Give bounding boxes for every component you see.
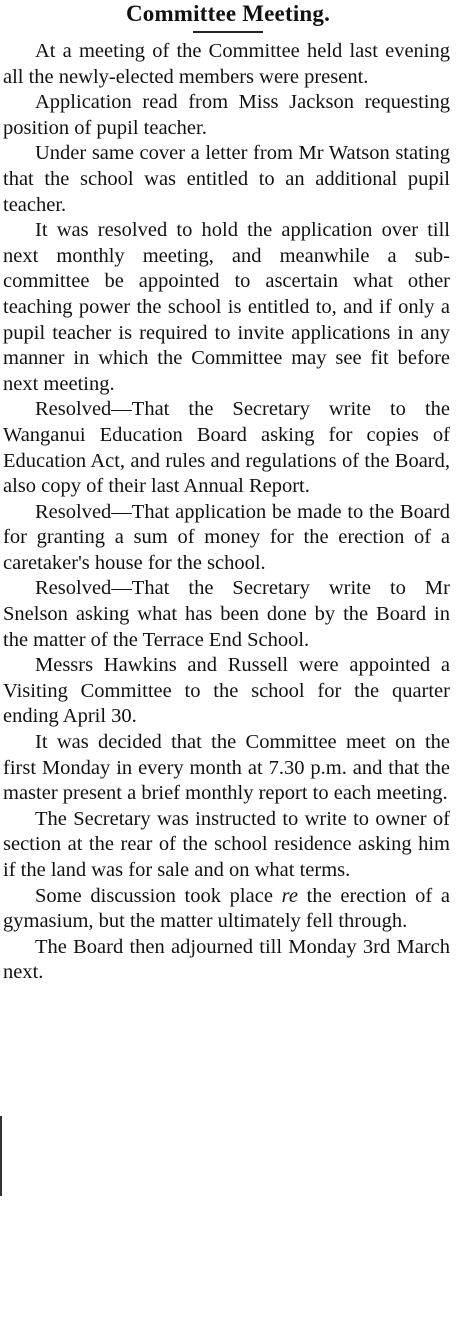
article-body bbox=[0, 39, 456, 986]
paragraph-7: Resolved—That the Secretary write to Mr Snelson asking what has been done by the Board in the matter of the Terrace End School. bbox=[3, 577, 450, 651]
paragraph-9: It was decided that the Committee meet on the first Monday in every month at 7.30 p.m. and that the master present a brief monthly report to each meeting. bbox=[3, 731, 450, 805]
paragraph-10: The Secretary was instructed to write to owner of section at the rear of the school residence asking him if the land was for sale and on what terms. bbox=[3, 807, 450, 881]
article-headline: Committee Meeting. bbox=[125, 1, 331, 26]
paragraph-11-start: Some discussion took place bbox=[35, 884, 282, 907]
paragraph-5: Resolved—That the Secretary write to the Wanganui Education Board asking for copies of Education Act, and rules and regulations of the Board, also copy of their last Annual Report. bbox=[3, 398, 450, 498]
paragraph-2: Application read from Miss Jackson requesting position of pupil teacher. bbox=[3, 91, 450, 139]
headline-rule bbox=[193, 31, 263, 33]
paragraph-3: Under same cover a letter from Mr Watson stating that the school was entitled to an additional pupil teacher. bbox=[3, 142, 450, 216]
paragraph-4: It was resolved to hold the application over till next monthly meeting, and meanwhile a sub-committee be appointed to ascertain what other teaching power the school is entitled to, and if only a pupil teacher is required to invite applications in any manner in which the Committee may see fit before next meeting. bbox=[3, 219, 450, 395]
paragraph-11-italic: re bbox=[281, 884, 298, 907]
paragraph-8: Messrs Hawkins and Russell were appointed a Visiting Committee to the school for the quarter ending April 30. bbox=[3, 654, 450, 728]
paragraph-1: At a meeting of the Committee held last evening all the newly-elected members were present. bbox=[3, 40, 450, 88]
paragraph-11-end: the erection of a gymasium, but the matter ultimately fell through. bbox=[3, 884, 450, 933]
paragraph-6: Resolved—That application be made to the Board for granting a sum of money for the erection of a caretaker's house for the school. bbox=[3, 500, 450, 574]
paragraph-12: The Board then adjourned till Monday 3rd March next. bbox=[3, 935, 450, 984]
scan-edge-mark bbox=[0, 1116, 2, 1196]
paragraph-11 bbox=[3, 884, 450, 935]
